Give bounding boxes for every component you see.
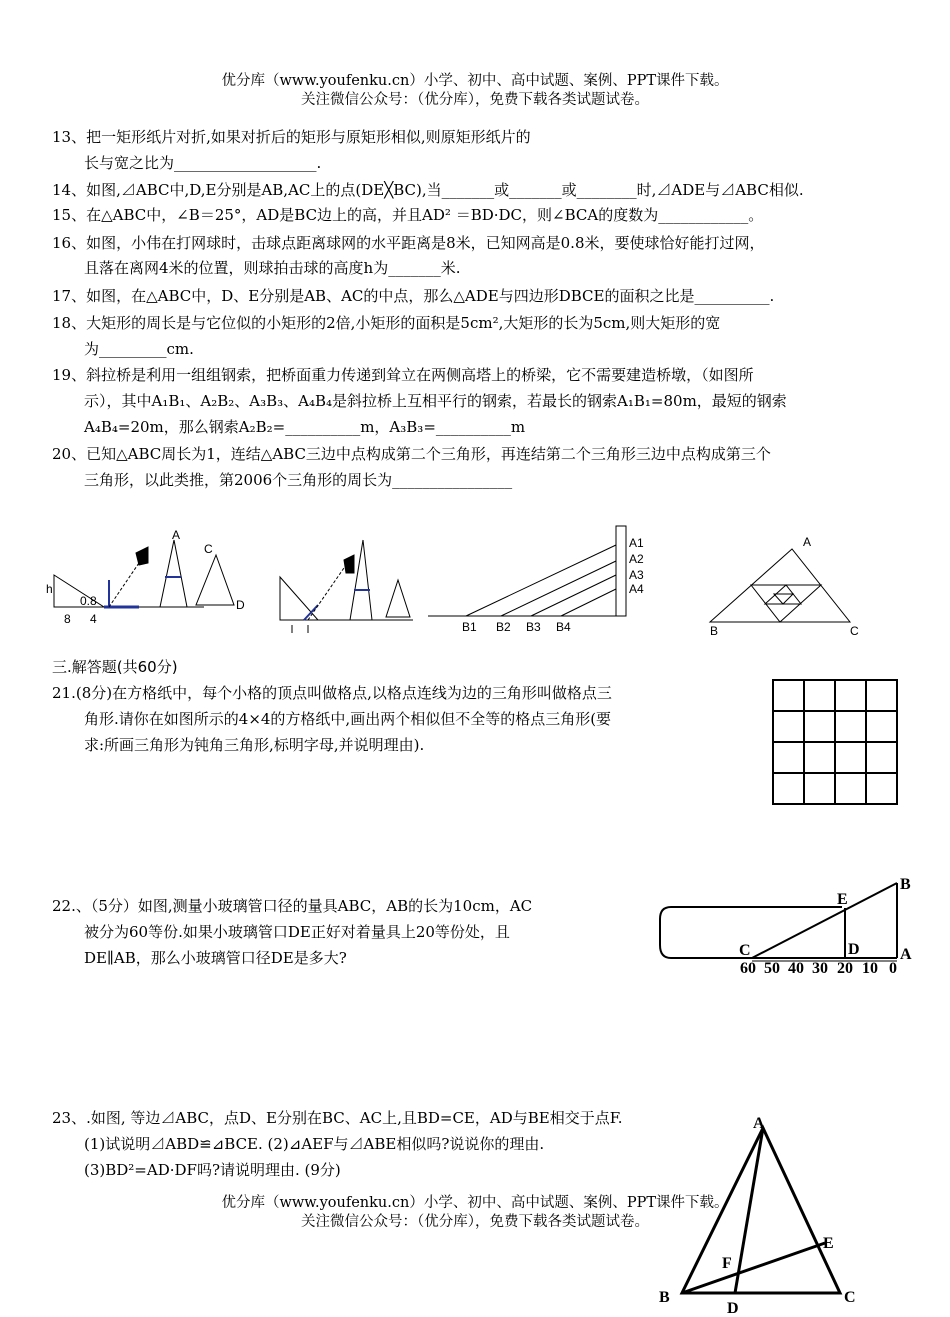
question-22-line-3: DE∥AB，那么小玻璃管口径DE是多大? <box>84 949 347 967</box>
label-A: A <box>803 535 812 549</box>
label-A4: A4 <box>629 582 644 596</box>
label-E: E <box>837 891 848 908</box>
label-h: h <box>46 582 53 596</box>
question-16-line-2: 且落在离网4米的位置，则球拍击球的高度h为_______米. <box>84 259 461 277</box>
label-B4: B4 <box>556 620 571 634</box>
label-a: A <box>172 528 181 542</box>
tennis-figure-2 <box>268 535 418 640</box>
label-E: E <box>823 1235 834 1252</box>
label-8: 8 <box>64 612 71 626</box>
question-20-line-2: 三角形，以此类推，第2006个三角形的周长为________________ <box>84 471 513 489</box>
question-18-line-2: 为_________cm. <box>84 340 194 358</box>
question-19-line-1: 19、斜拉桥是利用一组组钢索，把桥面重力传递到耸立在两侧高塔上的桥梁，它不需要建造桥墩，（如图所 <box>52 366 754 384</box>
label-4: 4 <box>90 612 97 626</box>
label-B2: B2 <box>496 620 511 634</box>
label-c: C <box>204 542 213 556</box>
footer-line-2: 关注微信公众号：（优分库），免费下载各类试题试卷。 <box>301 1214 649 1230</box>
question-14: 14、如图,⊿ABC中,D,E分别是AB,AC上的点(DE╳BC),当_______或_______或________时,⊿ADE与⊿ABC相似. <box>52 181 804 199</box>
label-A: A <box>900 946 912 963</box>
label-B3: B3 <box>526 620 541 634</box>
label-A2: A2 <box>629 552 644 566</box>
question-21-line-1: 21.(8分)在方格纸中，每个小格的顶点叫做格点,以格点连线为边的三角形叫做格点三 <box>52 684 612 702</box>
tennis-figure-1 <box>44 528 249 630</box>
question-23-line-3: (3)BD²=AD·DF吗?请说明理由. (9分) <box>84 1161 341 1179</box>
label-B1: B1 <box>462 620 477 634</box>
tick-60: 60 <box>740 960 756 977</box>
grid-4x4 <box>772 679 900 806</box>
question-22-line-1: 22.、（5分）如图,测量小玻璃管口径的量具ABC，AB的长为10cm，AC <box>52 897 533 915</box>
question-23-line-2: (1)试说明⊿ABD≌⊿BCE. (2)⊿AEF与⊿ABE相似吗?说说你的理由. <box>84 1135 545 1153</box>
label-C: C <box>844 1289 856 1306</box>
question-20-line-1: 20、已知△ABC周长为1，连结△ABC三边中点构成第二个三角形，再连结第二个三角形三边中点构成第三个 <box>52 445 771 463</box>
label-B: B <box>659 1289 670 1306</box>
question-19-line-2: 示），其中A₁B₁、A₂B₂、A₃B₃、A₄B₄是斜拉桥上互相平行的钢索，若最长的钢索A₁B₁=80m，最短的钢索 <box>84 392 787 410</box>
label-C: C <box>850 624 859 638</box>
question-15: 15、在△ABC中，∠B＝25°，AD是BC边上的高，并且AD² ＝BD·DC，则∠BCA的度数为____________。 <box>52 206 764 224</box>
tick-10: 10 <box>862 960 878 977</box>
question-19-line-3: A₄B₄=20m，那么钢索A₂B₂=__________m，A₃B₃=__________m <box>84 418 526 436</box>
footer-line-1: 优分库（www.youfenku.cn）小学、初中、高中试题、案例、PPT课件下载。 <box>221 1195 729 1211</box>
tick-40: 40 <box>788 960 804 977</box>
question-18-line-1: 18、大矩形的周长是与它位似的小矩形的2倍,小矩形的面积是5cm²,大矩形的长为5cm,则大矩形的宽 <box>52 314 721 332</box>
label-B: B <box>900 876 911 893</box>
bridge-figure <box>426 523 666 638</box>
question-21-line-3: 求:所画三角形为钝角三角形,标明字母,并说明理由). <box>84 736 425 754</box>
header-line-2: 关注微信公众号：（优分库），免费下载各类试题试卷。 <box>301 92 649 108</box>
gauge-figure <box>657 875 917 980</box>
label-angle: 0.8 <box>80 594 97 608</box>
label-A3: A3 <box>629 568 644 582</box>
label-d: D <box>236 598 245 612</box>
section-3-heading: 三.解答题(共60分) <box>52 658 178 676</box>
label-D: D <box>727 1300 739 1317</box>
label-A1: A1 <box>629 536 644 550</box>
question-23-line-1: 23、.如图, 等边⊿ABC，点D、E分别在BC、AC上,且BD=CE，AD与BE相交于点F. <box>52 1109 623 1127</box>
tick-0: 0 <box>889 960 897 977</box>
question-17: 17、如图，在△ABC中，D、E分别是AB、AC的中点，那么△ADE与四边形DBCE的面积之比是__________. <box>52 287 775 305</box>
question-16-line-1: 16、如图，小伟在打网球时，击球点距离球网的水平距离是8米，已知网高是0.8米，要使球恰好能打过网， <box>52 234 765 252</box>
label-A: A <box>753 1115 765 1132</box>
question-13-line-1: 13、把一矩形纸片对折,如果对折后的矩形与原矩形相似,则原矩形纸片的 <box>52 128 531 146</box>
question-22-line-2: 被分为60等份.如果小玻璃管口DE正好对着量具上20等份处，且 <box>84 923 510 941</box>
tick-50: 50 <box>764 960 780 977</box>
midpoint-triangles-figure <box>700 532 870 640</box>
question-21-line-2: 角形.请你在如图所示的4×4的方格纸中,画出两个相似但不全等的格点三角形(要 <box>84 710 612 728</box>
tick-30: 30 <box>812 960 828 977</box>
label-F: F <box>722 1255 732 1272</box>
question-13-line-2: 长与宽之比为___________________. <box>84 154 322 172</box>
label-B: B <box>710 624 719 638</box>
label-C: C <box>739 942 751 959</box>
tick-20: 20 <box>837 960 853 977</box>
header-line-1: 优分库（www.youfenku.cn）小学、初中、高中试题、案例、PPT课件下载。 <box>221 73 729 89</box>
label-D: D <box>848 941 860 958</box>
